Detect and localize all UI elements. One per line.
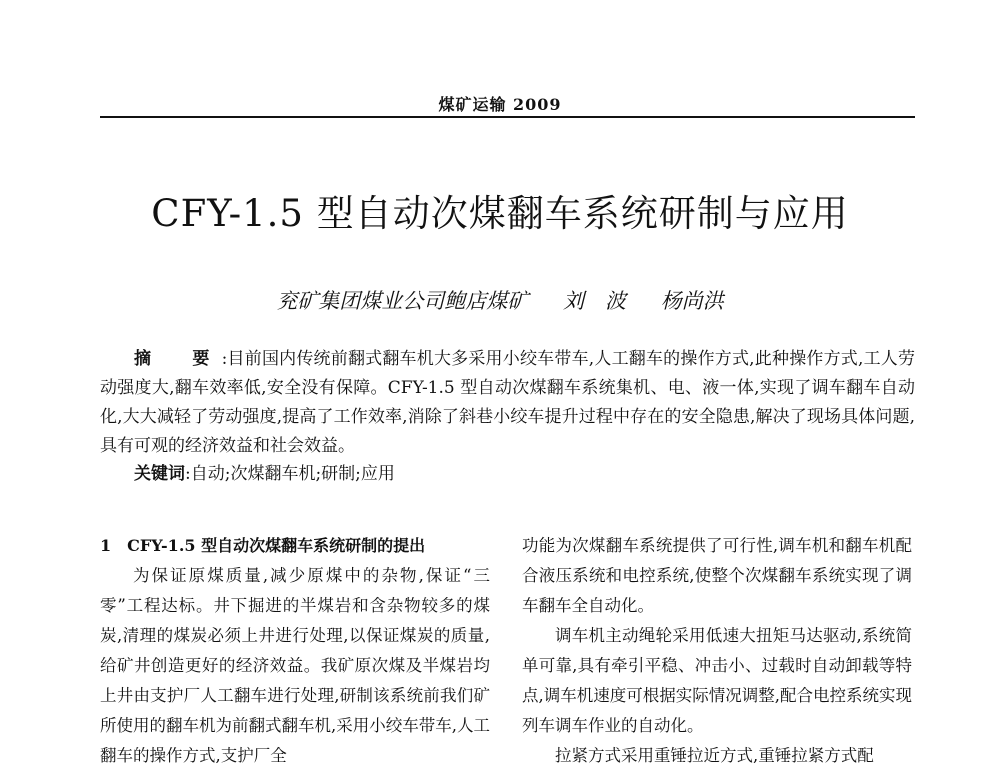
byline <box>0 285 1000 315</box>
section-heading: 1 CFY-1.5 型自动次煤翻车系统研制的提出 <box>100 536 426 555</box>
keywords-label: 关键词 <box>134 464 185 484</box>
abstract <box>100 345 915 461</box>
body-paragraph: 调车机主动绳轮采用低速大扭矩马达驱动,系统简单可靠,具有牵引平稳、冲击小、过载时自动卸载等特点,调车机速度可根据实际情况调整,配合电控系统实现列车调车作业的自动化。 <box>522 626 912 735</box>
body-paragraph: 功能为次煤翻车系统提供了可行性,调车机和翻车机配合液压系统和电控系统,使整个次煤翻车系统实现了调车翻车全自动化。 <box>522 536 912 615</box>
author-name: 刘 波 <box>563 289 626 313</box>
keywords <box>134 460 914 489</box>
author-name: 杨尚洪 <box>660 289 724 313</box>
abstract-label: 摘 要 <box>134 349 222 369</box>
right-column <box>522 531 912 771</box>
paper-title: CFY-1.5 型自动次煤翻车系统研制与应用 <box>151 192 849 235</box>
affiliation: 兖矿集团煤业公司鲍店煤矿 <box>276 289 529 313</box>
keywords-text: :自动;次煤翻车机;研制;应用 <box>185 464 395 484</box>
left-column <box>100 531 490 771</box>
body-paragraph: 拉紧方式采用重锤拉近方式,重锤拉紧方式配 <box>555 746 874 765</box>
running-head: 煤矿运输 2009 <box>438 95 562 114</box>
header-rule <box>100 116 915 118</box>
body-paragraph: 为保证原煤质量,减少原煤中的杂物,保证“三零”工程达标。井下掘进的半煤岩和含杂物较多的煤炭,清理的煤炭必须上井进行处理,以保证煤炭的质量,给矿井创造更好的经济效益。我矿原次煤及半煤岩均上井由支护厂人工翻车进行处理,研制该系统前我们矿所使用的翻车机为前翻式翻车机,采用小绞车带车,人工翻车的操作方式,支护厂全 <box>100 566 490 765</box>
abstract-text: :目前国内传统前翻式翻车机大多采用小绞车带车,人工翻车的操作方式,此种操作方式,工人劳动强度大,翻车效率低,安全没有保障。CFY-1.5 型自动次煤翻车系统集机、电、液一体,实现了调车翻车自动化,大大减轻了劳动强度,提高了工作效率,消除了斜巷小绞车提升过程中存在的安全隐患,解决了现场具体问题,具有可观的经济效益和社会效益。 <box>100 349 916 456</box>
